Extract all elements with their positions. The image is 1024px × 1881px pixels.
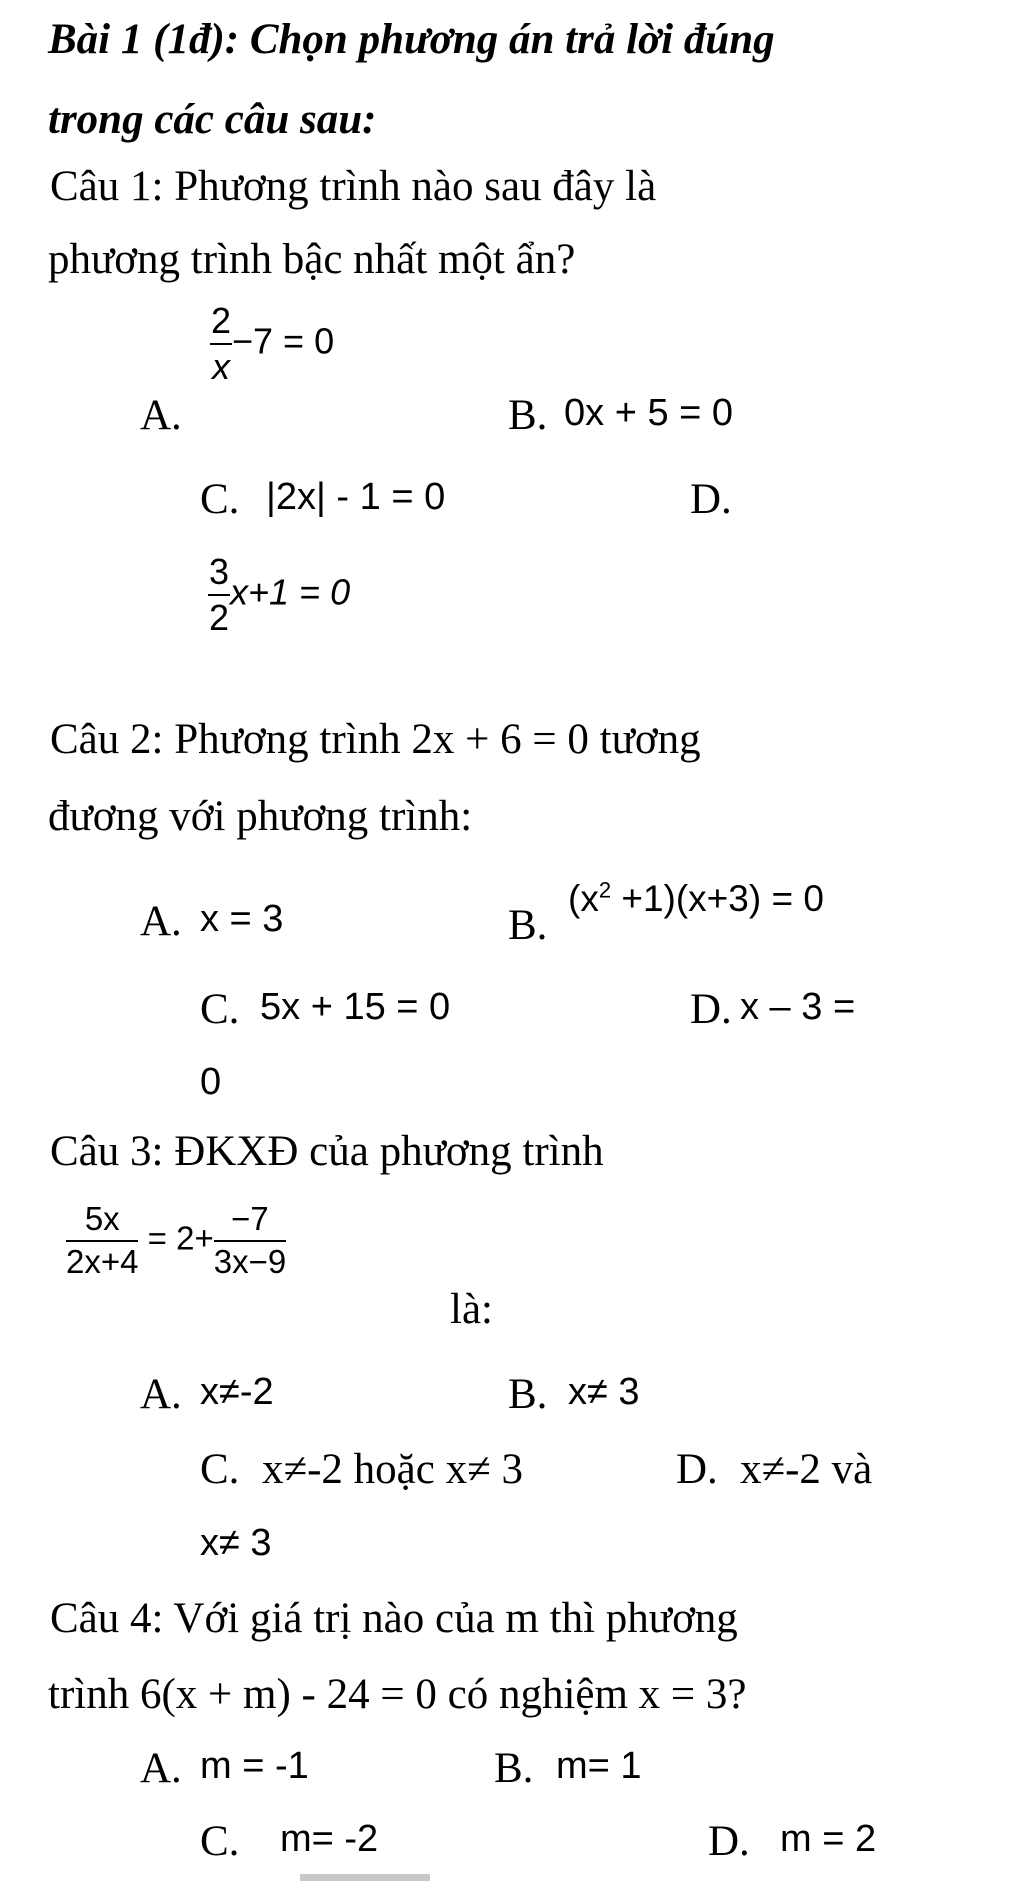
fraction-bar [210, 343, 232, 345]
q1-option-a-label: A. [140, 392, 182, 439]
q2-option-d-expression-wrap: 0 [200, 1061, 222, 1103]
q2-b-part1: (x [568, 878, 599, 919]
q1-option-c-expression: |2x| - 1 = 0 [266, 476, 446, 518]
exercise-title-cont: trong các câu sau: [48, 96, 377, 143]
q1-stem-cont: phương trình bậc nhất một ẩn? [48, 236, 576, 283]
q1-option-d-expression [208, 553, 350, 637]
q1-a-rest: −7 = 0 [232, 320, 335, 362]
q3-equation [66, 1202, 286, 1279]
q4-option-b-expression: m= 1 [556, 1745, 642, 1787]
q1-option-a-expression [210, 302, 334, 386]
fraction-numerator: −7 [231, 1200, 269, 1237]
q2-option-a-expression: x = 3 [200, 898, 284, 940]
q1-d-rest: x+1 = 0 [230, 571, 351, 613]
q2-option-b-label: B. [508, 902, 548, 949]
q3-equation-middle: = 2+ [147, 1219, 214, 1257]
q3-option-d-expression-wrap: x≠ 3 [200, 1522, 272, 1564]
q2-b-exponent: 2 [598, 877, 612, 903]
q3-option-b-label: B. [508, 1371, 548, 1418]
fraction-denominator: 3x−9 [213, 1242, 287, 1280]
q1-option-b-expression: 0x + 5 = 0 [564, 392, 734, 434]
fraction-denominator: 2 [208, 596, 230, 638]
q2-option-c-expression: 5x + 15 = 0 [260, 986, 451, 1028]
q1-d-fraction [208, 553, 230, 637]
q3-fraction-left [66, 1202, 138, 1279]
q2-option-d-expression: x – 3 = [740, 986, 856, 1028]
cut-off-text-remnant [300, 1874, 430, 1881]
q3-stem-tail: là: [450, 1286, 493, 1333]
q3-option-d-expression: x≠-2 và [740, 1446, 873, 1493]
q2-option-a-label: A. [140, 898, 182, 945]
q4-option-c-expression: m= -2 [280, 1818, 379, 1860]
q2-b-part2: +1)(x+3) = 0 [611, 878, 824, 919]
q3-option-d-label: D. [676, 1446, 718, 1493]
fraction-bar [208, 594, 230, 596]
q4-option-d-label: D. [708, 1818, 750, 1865]
q4-option-c-label: C. [200, 1818, 240, 1865]
q4-option-b-label: B. [494, 1745, 534, 1792]
q1-option-c-label: C. [200, 476, 240, 523]
fraction-bar [66, 1240, 138, 1242]
q3-option-c-label: C. [200, 1446, 240, 1493]
q3-fraction-right [214, 1202, 286, 1279]
fraction-numerator: 3 [208, 551, 230, 592]
q3-option-b-expression: x≠ 3 [568, 1371, 640, 1413]
q3-option-a-label: A. [140, 1371, 182, 1418]
fraction-numerator: 5x [84, 1200, 120, 1237]
q3-stem: Câu 3: ĐKXĐ của phương trình [50, 1128, 604, 1175]
q4-option-a-expression: m = -1 [200, 1745, 309, 1787]
fraction-bar [214, 1240, 286, 1242]
q2-stem: Câu 2: Phương trình 2x + 6 = 0 tương [50, 716, 701, 763]
q3-option-c-expression: x≠-2 hoặc x≠ 3 [262, 1446, 523, 1493]
q1-stem: Câu 1: Phương trình nào sau đây là [50, 163, 657, 210]
fraction-denominator: x [212, 345, 230, 387]
fraction-numerator: 2 [210, 300, 232, 341]
q4-stem-cont: trình 6(x + m) - 24 = 0 có nghiệm x = 3? [48, 1671, 747, 1718]
q4-option-a-label: A. [140, 1745, 182, 1792]
q4-stem: Câu 4: Với giá trị nào của m thì phương [50, 1595, 738, 1642]
q2-option-d-label: D. [690, 986, 732, 1033]
exercise-title: Bài 1 (1đ): Chọn phương án trả lời đúng [48, 16, 775, 63]
q1-option-b-label: B. [508, 392, 548, 439]
q1-a-fraction [210, 302, 232, 386]
q2-option-c-label: C. [200, 986, 240, 1033]
q3-option-a-expression: x≠-2 [200, 1371, 274, 1413]
fraction-denominator: 2x+4 [66, 1242, 139, 1280]
q2-stem-cont: đương với phương trình: [48, 793, 473, 840]
q1-option-d-label: D. [690, 476, 732, 523]
q2-option-b-expression [568, 877, 824, 919]
q4-option-d-expression: m = 2 [780, 1818, 877, 1860]
